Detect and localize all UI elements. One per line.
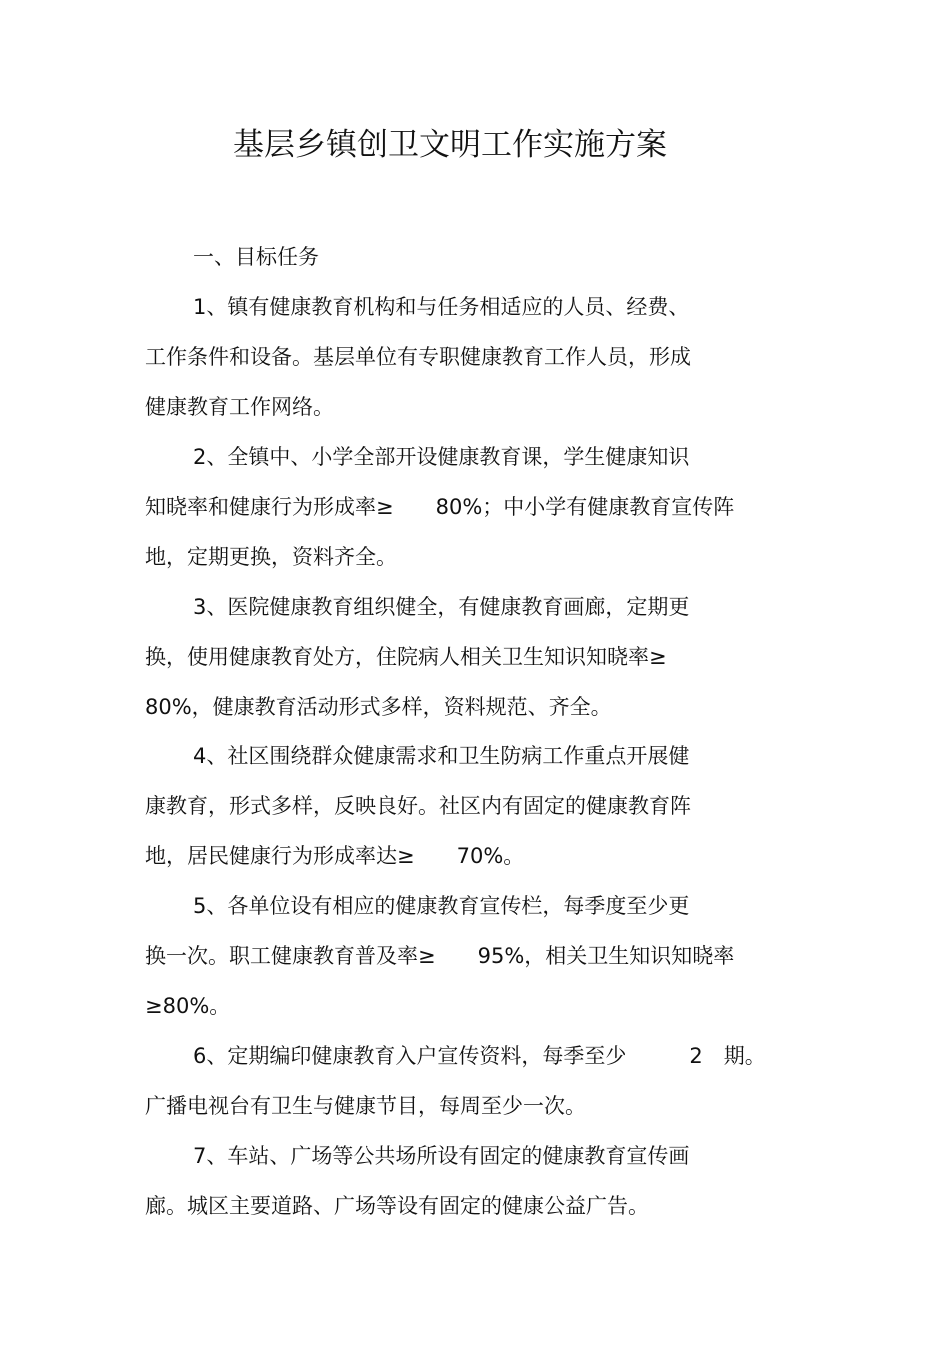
- document-title: 基层乡镇创卫文明工作实施方案: [233, 127, 667, 163]
- paragraph-line: 5、各单位设有相应的健康教育宣传栏，每季度至少更: [193, 894, 690, 918]
- paragraph-line: 7、车站、广场等公共场所设有固定的健康教育宣传画: [193, 1144, 690, 1168]
- paragraph-line: 知晓率和健康行为形成率≥ 80%；中小学有健康教育宣传阵: [145, 495, 735, 519]
- paragraph-line: 6、定期编印健康教育入户宣传资料，每季至少 2 期。: [193, 1044, 766, 1068]
- paragraph-line: 换一次。职工健康教育普及率≥ 95%，相关卫生知识知晓率: [145, 944, 735, 968]
- paragraph-line: 健康教育工作网络。: [145, 395, 334, 419]
- paragraph-line: 工作条件和设备。基层单位有专职健康教育工作人员，形成: [145, 345, 691, 369]
- paragraph-line: 4、社区围绕群众健康需求和卫生防病工作重点开展健: [193, 744, 690, 768]
- paragraph-line: 换，使用健康教育处方，住院病人相关卫生知识知晓率≥: [145, 645, 667, 669]
- paragraph-line: 2、全镇中、小学全部开设健康教育课，学生健康知识: [193, 445, 690, 469]
- paragraph-line: 廊。城区主要道路、广场等设有固定的健康公益广告。: [145, 1194, 649, 1218]
- section-heading: 一、目标任务: [193, 245, 319, 269]
- paragraph-line: 地，定期更换，资料齐全。: [145, 545, 397, 569]
- paragraph-line: 康教育，形式多样，反映良好。社区内有固定的健康教育阵: [145, 794, 691, 818]
- paragraph-line: ≥80%。: [145, 994, 231, 1018]
- paragraph-line: 80%，健康教育活动形式多样，资料规范、齐全。: [145, 695, 612, 719]
- paragraph-line: 地，居民健康行为形成率达≥ 70%。: [145, 844, 525, 868]
- paragraph-line: 广播电视台有卫生与健康节目，每周至少一次。: [145, 1094, 586, 1118]
- paragraph-line: 1、镇有健康教育机构和与任务相适应的人员、经费、: [193, 295, 690, 319]
- paragraph-line: 3、医院健康教育组织健全，有健康教育画廊，定期更: [193, 595, 690, 619]
